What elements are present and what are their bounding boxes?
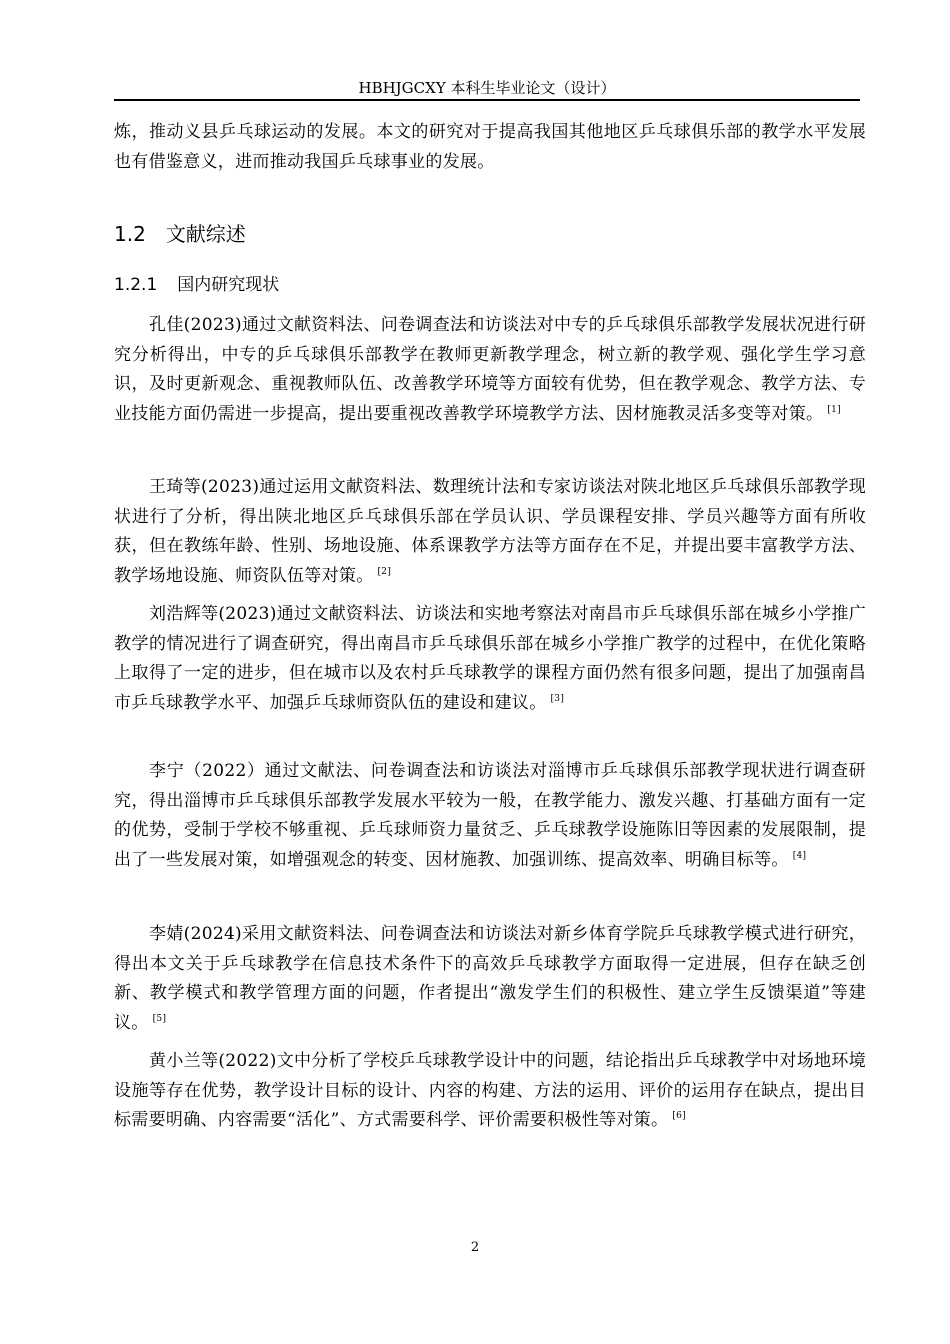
section-title: 文献综述	[165, 222, 246, 246]
section-heading	[114, 220, 246, 248]
paragraph-text: 王琦等(2023)通过运用文献资料法、数理统计法和专家访谈法对陕北地区乒乓球俱乐部教学现状进行了分析，得出陕北地区乒乓球俱乐部在学员认识、学员课程安排、学员兴趣等方面有所收获，但在教练年龄、性别、场地设施、体系课教学方法等方面存在不足，并提出要丰富教学方法、教学场地设施、师资队伍等对策。	[114, 477, 866, 586]
citation-ref: [5]	[152, 1013, 167, 1024]
paragraph-3	[114, 600, 866, 718]
paragraph-text: 黄小兰等(2022)文中分析了学校乒乓球教学设计中的问题，结论指出乒乓球教学中对场地环境设施等存在优势，教学设计目标的设计、内容的构建、方法的运用、评价的运用存在缺点，提出目标需要明确、内容需要“活化”、方式需要科学、评价需要积极性等对策。	[114, 1051, 866, 1130]
citation-ref: [6]	[672, 1111, 686, 1122]
paragraph-1	[114, 311, 866, 429]
paragraph-5	[114, 920, 866, 1038]
paragraph-text: 孔佳(2023)通过文献资料法、问卷调查法和访谈法对中专的乒乓球俱乐部教学发展状况进行研究分析得出，中专的乒乓球俱乐部教学在教师更新教学理念，树立新的教学观、强化学生学习意识，及时更新观念、重视教师队伍、改善教学环境等方面较有优势，但在教学观念、教学方法、专业技能方面仍需进一步提高，提出要重视改善教学环境教学方法、因材施教灵活多变等对策。	[114, 315, 866, 424]
citation-ref: [2]	[377, 566, 392, 577]
paragraph-2	[114, 473, 866, 591]
citation-ref: [3]	[550, 693, 565, 704]
page-header: HBHJGCXY 本科生毕业论文（设计）	[358, 79, 616, 97]
paragraph-text: 李宁（2022）通过文献法、问卷调查法和访谈法对淄博市乒乓球俱乐部教学现状进行调查研究，得出淄博市乒乓球俱乐部教学发展水平较为一般，在教学能力、激发兴趣、打基础方面有一定的优势，受制于学校不够重视、乒乓球师资力量贫乏、乒乓球教学设施陈旧等因素的发展限制，提出了一些发展对策，如增强观念的转变、因材施教、加强训练、提高效率、明确目标等。	[114, 761, 866, 870]
page-number: 2	[470, 1240, 480, 1255]
subsection-number: 1.2.1	[114, 275, 158, 295]
intro-paragraph: 炼，推动义县乒乓球运动的发展。本文的研究对于提高我国其他地区乒乓球俱乐部的教学水平发展也有借鉴意义，进而推动我国乒乓球事业的发展。	[114, 122, 866, 172]
paragraph-text: 刘浩辉等(2023)通过文献资料法、访谈法和实地考察法对南昌市乒乓球俱乐部在城乡小学推广教学的情况进行了调查研究，得出南昌市乒乓球俱乐部在城乡小学推广教学的过程中，在优化策略上取得了一定的进步，但在城市以及农村乒乓球教学的课程方面仍然有很多问题，提出了加强南昌市乒乓球教学水平、加强乒乓球师资队伍的建设和建议。	[114, 604, 866, 713]
paragraph-6	[114, 1047, 866, 1136]
paragraph-text: 李婧(2024)采用文献资料法、问卷调查法和访谈法对新乡体育学院乒乓球教学模式进行研究，得出本文关于乒乓球教学在信息技术条件下的高效乒乓球教学方面取得一定进展，但存在缺乏创新、教学模式和教学管理方面的问题，作者提出“激发学生们的积极性、建立学生反馈渠道”等建议。	[114, 924, 866, 1033]
paragraph-4	[114, 757, 866, 875]
citation-ref: [4]	[792, 850, 807, 861]
section-number: 1.2	[114, 222, 146, 246]
header-rule	[114, 99, 860, 101]
citation-ref: [1]	[827, 404, 841, 415]
subsection-heading	[114, 272, 279, 298]
subsection-title: 国内研究现状	[177, 275, 280, 295]
